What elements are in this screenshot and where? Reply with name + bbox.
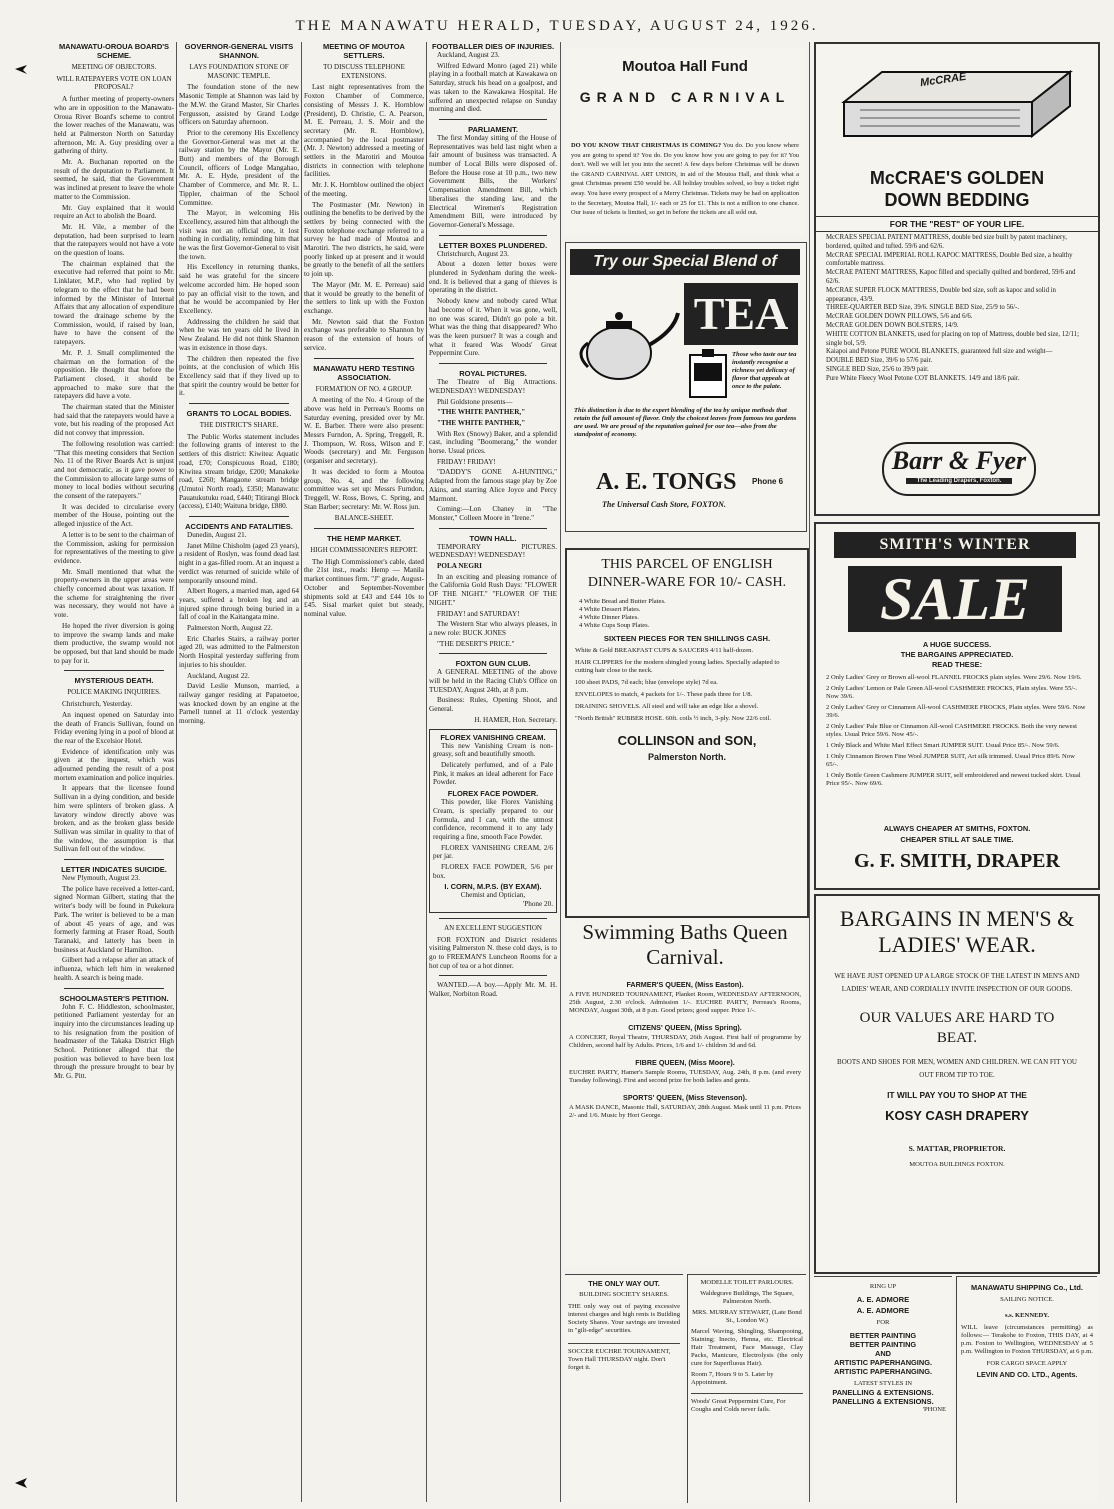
ad-agents: LEVIN AND CO. LTD., Agents. bbox=[976, 1370, 1078, 1379]
article-title: MANAWATU-OROUA BOARD'S SCHEME. bbox=[58, 42, 170, 60]
ad-mccrae-bedding bbox=[814, 42, 1100, 516]
article-paragraph: FLOREX FACE POWDER, 5/6 per box. bbox=[433, 863, 553, 880]
ad-proprietor: MRS. MURRAY STEWART, (Late Bond St., London W.) bbox=[692, 1309, 802, 1324]
article-paragraph: New Plymouth, August 23. bbox=[62, 874, 141, 883]
ad-body: THE only way out of paying excessive interest charges and high rents is Building Society Shares. Your savings are invested in "gilt-edge" securities. bbox=[568, 1303, 680, 1334]
ad-title: THE ONLY WAY OUT. bbox=[588, 1279, 660, 1288]
article-paragraph: Albert Rogers, a married man, aged 64 years, suffered a broken leg and an injured spine through being buried in a fall of coal in the Kaitangata mine. bbox=[179, 587, 299, 622]
chemist-name: I. CORN, M.P.S. (BY EXAM). bbox=[444, 882, 542, 892]
article-paragraph: Christchurch, August 23. bbox=[437, 249, 509, 258]
ad-item: "North British" RUBBER HOSE. 60ft. coils ½ inch, 3-ply. Now 22/6 coil. bbox=[575, 715, 771, 722]
column-1 bbox=[54, 42, 174, 1502]
product-line: McCRAE SPECIAL IMPERIAL ROLL KAPOC MATTRESS, Double Bed size, a healthy comfortable mattress. bbox=[826, 251, 1073, 268]
ad-phone: 'PHONE bbox=[922, 1406, 946, 1413]
article-paragraph: FLOREX VANISHING CREAM, 2/6 per jar. bbox=[433, 843, 553, 861]
column-2 bbox=[179, 42, 299, 1502]
article-paragraph: The police have received a letter-card, signed Norman Gilbert, stating that the writer's body will be found in Pukekura Park. The writer is believed to be a man of about 45 years of age, and was formerly farming at Fraser Road, South Taranaki, and latterly has been in business at Auckland or Hamilton. bbox=[54, 884, 174, 954]
ad-slogan: CHEAPER STILL AT SALE TIME. bbox=[900, 835, 1014, 844]
product-line: McCRAE PATENT MATTRESS, Kapoc filled and specially quilted and bordered, 59/6 and 62/6. bbox=[826, 269, 1076, 285]
article-subhead: MEETING OF OBJECTORS. bbox=[71, 63, 157, 71]
article-title: ACCIDENTS AND FATALITIES. bbox=[185, 522, 293, 532]
ad-building-society bbox=[565, 1274, 683, 1503]
teapot-icon bbox=[574, 283, 684, 393]
article-paragraph: The children then repeated the five points, at the conclusion of which His Excellency said that if they lived up to that spirit the country would be better for it. bbox=[179, 354, 299, 398]
ad-tagline: The Universal Cash Store, FOXTON. bbox=[602, 500, 726, 509]
ad-name: A. E. ADMORE bbox=[856, 1306, 910, 1315]
ad-title: SMITH'S WINTER bbox=[834, 532, 1076, 558]
ad-item: 100 sheet PADS, 7d each; blue (envelope style) 7d ea. bbox=[575, 679, 718, 686]
article-paragraph: FOR FOXTON and District residents visiting Palmerston N. these cold days, is to go to FREEMAN'S Luncheon Rooms for a hot cup of tea or a hot dinner. bbox=[429, 935, 557, 970]
page-header: THE MANAWATU HERALD, TUESDAY, AUGUST 24, 1926. bbox=[295, 18, 819, 34]
ad-soccer: SOCCER EUCHRE TOURNAMENT, Town Hall THURSDAY night. Don't forget it. bbox=[568, 1343, 680, 1372]
ad-woods: Woods' Great Peppermint Cure, For Coughs and Colds never fails. bbox=[691, 1393, 803, 1414]
article-paragraph: Mr. A. Buchanan reported on the result of the deputation to Parliament. It seemed, he said, that the Government was inclined at present to leave the whole matter to the Commission. bbox=[54, 158, 174, 201]
product-line: SINGLE BED Size, 25/6 to 39/9 pair. bbox=[826, 365, 929, 373]
article-title: TOWN HALL. bbox=[469, 533, 517, 543]
ad-store-name: KOSY CASH DRAPERY bbox=[885, 1108, 1029, 1123]
article-paragraph: The following resolution was carried: "That this meeting considers that Section No. 11 of the River Boards Act is unjust and not democratic, as it gave power to the Commission to allocate large sums of money to local bodies without securing the consent of the ratepayers." bbox=[54, 439, 174, 501]
article-subhead: WILL RATEPAYERS VOTE ON LOAN PROPOSAL? bbox=[56, 74, 172, 92]
ad-body: BOOTS AND SHOES FOR MEN, WOMEN AND CHILDREN. WE CAN FIT YOU OUT FROM TIP TO TOE. bbox=[837, 1058, 1077, 1079]
ad-subtitle: READ THESE: bbox=[931, 660, 983, 669]
sale-item: 1 Only Bottle Green Cashmere JUMPER SUIT, self embroidered and newest tucked skirt. Usual Price 95/-. Now 69/6. bbox=[826, 772, 1081, 787]
ad-title: MANAWATU SHIPPING Co., Ltd. bbox=[971, 1283, 1083, 1292]
queen-events: EUCHRE PARTY, Hamer's Sample Rooms, TUESDAY, Aug. 24th, 8 p.m. (and every Tuesday following). First and second prize for both ladies and gents. bbox=[569, 1069, 801, 1084]
ad-service: PANELLING & EXTENSIONS. bbox=[832, 1388, 934, 1397]
article-title: MANAWATU HERD TESTING ASSOCIATION. bbox=[313, 363, 415, 382]
article-paragraph: Auckland, August 22. bbox=[187, 671, 250, 680]
article-paragraph: "DADDY'S GONE A-HUNTING," Adapted from the famous stage play by Zoe Akins, and starring Alice Joyce and Percy Marmont. bbox=[429, 468, 557, 503]
queen-events: A CONCERT, Royal Theatre, THURSDAY, 26th August. First half of programme by Children, second half by Adults. Prices, 1/6 and 1/- children 3d and 6d. bbox=[569, 1034, 801, 1049]
article-paragraph: Mr. P. J. Small complimented the chairman on the formation of the opposition. He thought that before the Parliament closed, it should be approached to make sure that the ratepayers did have a vote. bbox=[54, 348, 174, 401]
article-paragraph: FRIDAY! FRIDAY! bbox=[437, 457, 496, 466]
article-paragraph: Evidence of identification only was given at the inquest, which was adjourned pending the result of a post mortem examination and police inquiries. bbox=[54, 747, 174, 782]
article-subhead: THE DISTRICT'S SHARE. bbox=[199, 421, 279, 430]
article-paragraph: The Mayor (Mr. M. E. Perreau) said that it would be greatly to the benefit of the settlers to link up with the Foxton exchange. bbox=[304, 280, 424, 315]
article-paragraph: About a dozen letter boxes were plundered in Sydenham during the week-end. It is believed that a gang of thieves is operating in the district. bbox=[429, 260, 557, 295]
article-title: GOVERNOR-GENERAL VISITS SHANNON. bbox=[184, 42, 294, 60]
ad-item: HAIR CLIPPERS for the modern shingled young ladies. Specially adapted to cutting hair close to the neck. bbox=[575, 659, 780, 674]
ad-kosy-drapery bbox=[814, 894, 1100, 1274]
article-title: FOOTBALLER DIES OF INJURIES. bbox=[431, 42, 555, 51]
article-paragraph: Mr. Newton said that the Foxton exchange was preferable to Shannon by reason of the extension of hours of service. bbox=[304, 317, 424, 352]
article-paragraph: In an exciting and pleasing romance of the California Gold Rush Days: "FLOWER OF THE NIGHT." "FLOWER OF THE NIGHT." bbox=[429, 572, 557, 607]
article-paragraph: Mr. H. Vile, a member of the deputation, had been surprised to learn that the ratepayers would not have a vote on the question of loans. bbox=[54, 222, 174, 258]
mattress-brand: McCRAE bbox=[919, 70, 968, 90]
ad-item: DRAINING SHOVELS. All steel and will take an edge like a shovel. bbox=[575, 703, 759, 710]
ad-title: DOWN BEDDING bbox=[884, 190, 1030, 210]
sale-item: 2 Only Ladies' Grey or Cinnamon All-wool CASHMERE FROCKS, Plain styles. Were 59/6. Now 39/6. bbox=[826, 704, 1086, 719]
article-paragraph: Business: Rules, Opening Shoot, and General. bbox=[429, 696, 557, 714]
ad-shipping bbox=[956, 1276, 1097, 1503]
brand-subtitle: The Leading Drapers, Foxton. bbox=[906, 478, 1012, 484]
article-paragraph: The chairman explained that the executive had referred that point to Mr. Linklater, M.P., who had replied by telegram to the effect that he had been informed by the Minister of Internal Affairs that any allocation of expenditure toward the drainage scheme by the Commission, would, if raised by loan, have to have the consent of the ratepayers. bbox=[54, 259, 174, 347]
ad-slogan: This distinction is due to the expert blending of the tea by unique methods that retain the full amount of flavor. Only the choicest leaves from famous tea gardens are used. We are proud of the reputation gained for our tea—also from the standpoint of economy. bbox=[574, 407, 797, 438]
ad-hours: Room 7, Hours 9 to 5. Later by Appointment. bbox=[691, 1371, 774, 1386]
ad-swimming-carnival bbox=[565, 918, 805, 1268]
product-line: McCRAE SUPER FLOCK MATTRESS, Double bed size, soft as kapoc and solid in appearance, 43/9. bbox=[826, 286, 1056, 303]
article-paragraph: The Public Works statement includes the following grants of interest to the settlers of this district: Kiwitea: Aquatic road, £70; Conspicuous Road, £180; Kiwitea stream bridge, £200; Manakeke road, £260; Mangaone stream bridge (Umutoi North road), £350; Manawatu: Pauatukutuku road, £440; Titirangi Block (access), £140; Waituna bridge, £880. bbox=[179, 432, 299, 511]
article-title: PARLIAMENT. bbox=[468, 124, 518, 134]
ad-service: AND bbox=[874, 1349, 891, 1358]
ad-phone: Phone 6 bbox=[752, 477, 784, 486]
article-title: FLOREX FACE POWDER. bbox=[447, 789, 539, 799]
ad-callout: IT WILL PAY YOU TO SHOP AT THE bbox=[887, 1090, 1027, 1100]
article-paragraph: Addressing the children he said that when he was ten years old he lived in New Zealand. He did not think Shannon was in existence in those days. bbox=[179, 317, 299, 352]
list-item: 4 White Bread and Butter Plates. bbox=[579, 598, 666, 605]
brand-name: Barr & Fyer bbox=[891, 446, 1027, 475]
article-subhead: LAYS FOUNDATION STONE OF MASONIC TEMPLE. bbox=[189, 63, 289, 80]
ad-tagline: FOR THE "REST" OF YOUR LIFE. bbox=[816, 216, 1098, 232]
product-line: McCRAE GOLDEN DOWN PILLOWS, 5/6 and 6/6. bbox=[826, 313, 973, 321]
ad-title: Moutoa Hall Fund bbox=[622, 58, 748, 75]
article-paragraph: TEMPORARY PICTURES. WEDNESDAY! WEDNESDAY! bbox=[429, 542, 557, 560]
article-paragraph: A further meeting of property-owners who are in opposition to the Manawatu-Oroua River Board's scheme to control the lower reaches of the Manawatu, was held at Palmerston North on Saturday afternoon, Mr. A. Guy presiding over a gathering of thirty. bbox=[54, 95, 174, 156]
article-paragraph: The Mayor, in welcoming His Excellency, assured him that although the visit was not an official one, it lost nothing in cordiality, reminding him that he was the first Governor-General to visit the town. bbox=[179, 209, 299, 261]
article-paragraph: With Rex (Snowy) Baker, and a splendid cast, including "Boomerang," the wonder horse. Usual prices. bbox=[429, 429, 557, 456]
chemist-title: Chemist and Optician, bbox=[460, 891, 526, 900]
article-title: LETTER INDICATES SUICIDE. bbox=[61, 865, 167, 875]
article-paragraph: Auckland, August 23. bbox=[437, 51, 500, 59]
ad-address: MOUTOA BUILDINGS FOXTON. bbox=[909, 1161, 1005, 1168]
queen-heading: FIBRE QUEEN, (Miss Moore). bbox=[635, 1058, 735, 1067]
article-paragraph: "THE DESERT'S PRICE." bbox=[437, 639, 515, 648]
ad-proprietor: S. MATTAR, PROPRIETOR. bbox=[908, 1144, 1006, 1153]
ad-slogan: Those who taste our tea instantly recognise a richness yet delicacy of flavor that appeals at once to the palate. bbox=[732, 351, 797, 390]
ad-subtitle: SAILING NOTICE. bbox=[1000, 1296, 1054, 1303]
article-paragraph: David Leslie Munson, married, a railway ganger residing at Papatoetoe, was knocked down by an engine at the Parnell tunnel at 11 o'clock yesterday morning. bbox=[179, 682, 299, 726]
article-paragraph: The Theatre of Big Attractions. WEDNESDAY! WEDNESDAY! bbox=[429, 378, 557, 395]
ad-subtitle: THE BARGAINS APPRECIATED. bbox=[900, 650, 1014, 659]
ad-body: WE HAVE JUST OPENED UP A LARGE STOCK OF THE LATEST IN MEN'S AND LADIES' WEAR, AND CORDIALLY INVITE INSPECTION OF OUR GOODS. bbox=[834, 972, 1080, 993]
newspaper-page bbox=[54, 42, 1104, 1502]
product-line: WHITE COTTON BLANKETS, used for placing on top of Mattress, double bed size, 12/11; single bol, 5/9. bbox=[826, 330, 1079, 347]
ad-text: FOR bbox=[876, 1319, 890, 1326]
ad-highlight: SIXTEEN PIECES FOR TEN SHILLINGS CASH. bbox=[603, 634, 771, 643]
ad-slogan: ALWAYS CHEAPER AT SMITHS, FOXTON. bbox=[883, 824, 1031, 833]
ad-service: BETTER PAINTING bbox=[849, 1331, 917, 1340]
article-paragraph: The first Monday sitting of the House of Representatives was held last night when a fair amount of business was transacted. A number of Local Bills were disposed of. Before the House rose at 10 p.m., two new Government Bills, the Workers' Compensation Amendment Bill, which liberalises the standing law, and the Electrical Wiremen's Registration Amendment Bill, were introduced by Governor-General's Message. bbox=[429, 133, 557, 229]
ad-title: Swimming Baths Queen Carnival. bbox=[582, 920, 788, 969]
article-paragraph: John F. C. Hiddleston, schoolmaster, petitioned Parliament yesterday for an inquiry into the circumstances leading up to his resignation from the position of headmaster of the Takaka District High School. Petitioner alleged that the position was believed to have been lost through the pressure brought to bear by Mr. G. Pitt. bbox=[54, 1002, 174, 1081]
registration-mark-icon bbox=[14, 62, 28, 76]
ad-firm-name: G. F. SMITH, DRAPER bbox=[854, 850, 1060, 872]
ad-tea-word: TEA bbox=[684, 283, 798, 345]
article-paragraph: "THE WHITE PANTHER," bbox=[437, 418, 526, 427]
article-paragraph: The High Commissioner's cable, dated the 21st inst., reads: Hemp — Manila market continues firm. "J" grade, August-October and September-November shipments sold at £43 and £44 10s to £45. Sisal market quiet but steady, nominal value. bbox=[304, 557, 424, 618]
queen-heading: SPORTS' QUEEN, (Miss Stevenson). bbox=[623, 1093, 747, 1102]
article-paragraph: This new Vanishing Cream is non-greasy, soft and beautifully smooth. bbox=[433, 741, 553, 759]
product-line: McCRAE GOLDEN DOWN BOLSTERS, 14/9. bbox=[826, 321, 959, 329]
ad-body: WILL leave (circumstances permitting) as follows:— Terakohe to Foxton, THIS DAY, at 4 p.m. Foxton to Wellington, WEDNESDAY at 5 p.m. Wellington to Foxton THURSDAY, at 6 p.m. bbox=[961, 1324, 1093, 1355]
ad-subtitle: GRAND CARNIVAL bbox=[579, 89, 791, 105]
ad-subtitle: BUILDING SOCIETY SHARES. bbox=[579, 1291, 669, 1298]
ad-text: FOR CARGO SPACE APPLY bbox=[986, 1360, 1068, 1367]
column-4 bbox=[429, 42, 557, 1502]
article-paragraph: Last night representatives from the Foxton Chamber of Commerce, consisting of Messrs J. K. Hornblow (President), D. Christie, C. A. Pearson, M. E. Perreau, J. S. Moir and the secretary (Mr. R. Hornblow), accompanied by the local postmaster (Mr. J. Newton) addressed a meeting of settlers in the Marotiri and Moutoa districts in connection with telephone facilities. bbox=[304, 83, 424, 179]
ad-moutoa-carnival bbox=[565, 48, 805, 236]
chemist-phone: 'Phone 20. bbox=[522, 900, 553, 909]
brand-badge bbox=[882, 442, 1036, 496]
article-title: MYSTERIOUS DEATH. bbox=[74, 676, 154, 686]
ad-service: BETTER PAINTING bbox=[849, 1340, 917, 1349]
article-paragraph: The foundation stone of the new Masonic Temple at Shannon was laid by the M.W. the Grand Master, Sir Charles Fergusson, assisted by Grand Lodge officers on Saturday afternoon. bbox=[179, 83, 299, 127]
article-title: LETTER BOXES PLUNDERED. bbox=[438, 240, 548, 250]
article-paragraph: Gilbert had a relapse after an attack of influenza, which left him in weakened health. A search is being made. bbox=[54, 956, 174, 982]
list-item: 4 White Cups Soup Plates. bbox=[579, 622, 650, 629]
ad-firm-name: COLLINSON and SON, bbox=[617, 733, 757, 748]
sale-item: 2 Only Ladies' Lemon or Pale Green All-wool CASHMERE FROCKS, Plain styles. Were 55/-. Now 39/6. bbox=[826, 685, 1078, 700]
article-paragraph: Phil Goldstone presents— bbox=[437, 397, 513, 406]
ad-item: ENVELOPES to match, 4 packets for 1/-. These pads three for 1/8. bbox=[575, 691, 753, 698]
article-paragraph: The Postmaster (Mr. Newton) in outlining the benefits to be derived by the settlers by being connected with the Foxton telephone exchange referred to a survey he had made of Moutoa and Marotiri. The two districts, he said, were poorly linked up at present and it would be greatly to the benefit of all the settlers to join up. bbox=[304, 200, 424, 279]
sale-banner: SALE bbox=[848, 566, 1062, 632]
product-line: Pure White Fleecy Wool Petone COT BLANKETS. 14/9 and 18/6 pair. bbox=[826, 374, 1020, 382]
article-title: AN EXCELLENT SUGGESTION bbox=[444, 923, 542, 932]
article-paragraph: Prior to the ceremony His Excellency the Governor-General was met at the railway station by the Mayor (Mr. E. Butt) and members of the Borough Council, officers of Lodge Mangahao, Mr. A. E. Hyde, president of the Chamber of Commerce, and Mr. R. L. Tippler, chairman of the School Committee. bbox=[179, 128, 299, 207]
ad-item: White & Gold BREAKFAST CUPS & SAUCERS 4/11 half-dozen. bbox=[575, 647, 754, 654]
article-paragraph: Mr. J. K. Hornblow outlined the object of the meeting. bbox=[304, 181, 424, 198]
article-paragraph: A letter is to be sent to the chairman of the Commission, asking for permission for representatives of the meeting to give evidence. bbox=[54, 530, 174, 565]
article-subhead: HIGH COMMISSIONER'S REPORT. bbox=[310, 546, 418, 555]
article-paragraph: A meeting of the No. 4 Group of the above was held in Perreau's Rooms on Saturday evening, presided over by Mr. W. E. Barber. There were also present: Messrs Furndon, A. Spring, Treggell, R. J. Thompson, W. Ross, Wilson and F. Woods (secretary) and Mr. Ferguson (organiser and secretary). bbox=[304, 396, 424, 466]
sale-item: 2 Only Ladies' Pale Blue or Cinnamon All-wool CASHMERE FROCKS. Both the very newest styles. Usual Price 59/6. Now 45/-. bbox=[826, 723, 1078, 738]
ad-smith-sale bbox=[814, 522, 1100, 890]
ad-modelle bbox=[687, 1274, 806, 1503]
article-subhead: FORMATION OF NO. 4 GROUP. bbox=[315, 384, 413, 393]
ad-service: ARTISTIC PAPERHANGING. bbox=[834, 1367, 932, 1376]
article-paragraph: Eric Charles Stairs, a railway porter aged 20, was admitted to the Palmerston North Hospital yesterday suffering from injuries to his shoulder. bbox=[179, 634, 299, 669]
article-subhead: BALANCE-SHEET. bbox=[334, 514, 394, 523]
column-3 bbox=[304, 42, 424, 1502]
ad-body: You do. Do you know where you are going to spend it? You do. Do you know how you are going to pay for it? You don't. Well we will let you into the secret! A few days before Christmas will be drawn the GRAND CARNIVAL ART UNION, in aid of the Moutoa Hall, and think what a great Christmas present £50 would be. All holiday troubles solved, so buy a ticket right away. You have every prospect of a Merry Christmas. Tickets may be had on application to the Secretary, Moutoa Hall, 1/- each or 25 for £1. This is not a million to one chance. Our issue of tickets is limited, so get in before the tickets are all sold out. bbox=[571, 142, 799, 217]
queen-heading: FARMER'S QUEEN, (Miss Easton). bbox=[626, 980, 744, 989]
article-paragraph: It was decided to form a Moutoa group, No. 4, and the following committee was set up: Messrs Furndon, Treggell, W. Ross, Bows, C. Spring, and Stan Barber; secretary: Mr. W. Ross jun. bbox=[304, 467, 424, 511]
article-paragraph: Wilfred Edward Monro (aged 21) while playing in a football match at Kawakawa on Saturday, struck his head on a goalpost, and was taken to the Kawakawa Hospital. He suffered an unexpected relapse on Sunday morning and died. bbox=[429, 61, 557, 114]
ad-service: PANELLING & EXTENSIONS. bbox=[832, 1397, 934, 1406]
article-paragraph: An inquest opened on Saturday into the death of Francis Sullivan, found on Friday evening lying in a pool of blood at the rear of the Excelsior Hotel. bbox=[54, 710, 174, 745]
article-title: SCHOOLMASTER'S PETITION. bbox=[59, 993, 169, 1003]
tea-packet-icon bbox=[688, 349, 728, 399]
product-line: Kaiapoi and Petone PURE WOOL BLANKETS, guaranteed full size and weight— bbox=[826, 348, 1053, 356]
article-title: ROYAL PICTURES. bbox=[459, 369, 527, 379]
classified-wanted: WANTED.—A boy.—Apply Mr. M. H. Walker, Norbiton Road. bbox=[429, 981, 557, 999]
ad-address: Waldegrave Buildings, The Square, Palmerston North. bbox=[700, 1290, 794, 1305]
ad-admore-painting bbox=[814, 1276, 952, 1503]
article-title: FOXTON GUN CLUB. bbox=[455, 659, 531, 669]
product-line: DOUBLE BED Size, 39/6 to 57/6 pair. bbox=[826, 357, 933, 365]
article-paragraph: Coming:—Lon Chaney in "The Monster," Colleen Moore in "Irene." bbox=[429, 505, 557, 522]
article-paragraph: Janet Milne Chisholm (aged 23 years), a resident of Roslyn, was found dead last night in a gas-filled room. At an inquest a verdict was returned of suicide while of temporarily unsound mind. bbox=[179, 541, 299, 585]
ad-subtitle: A HUGE SUCCESS. bbox=[922, 640, 992, 649]
sale-item: 2 Only Ladies' Grey or Brown all-wool FLANNEL FROCKS plain styles. Were 29/6. Now 19/6. bbox=[826, 674, 1082, 681]
ad-title: THIS PARCEL OF ENGLISH DINNER-WARE FOR 10/- CASH. bbox=[587, 557, 787, 590]
sale-item: 1 Only Black and White Marl Effect Smart JUMPER SUIT. Usual Price 85/-. Now 59/6. bbox=[826, 742, 1060, 749]
article-paragraph: Palmerston North, August 22. bbox=[187, 624, 273, 633]
article-paragraph: He hoped the river diversion is going to improve the swamp lands and make them productive, the swamp would not be opposed, but that land should be made to pay for it. bbox=[54, 621, 174, 665]
article-paragraph: Dunedin, August 21. bbox=[187, 531, 247, 540]
ad-body: Marcel Waving, Shingling, Shampooing, Staining; Inecto, Henna, etc. Electrical Hair Treatment, Face Massage, Clay Packs, Manicure, Electrolysis (the only cure for Superfluous Hair). bbox=[691, 1328, 803, 1367]
article-paragraph: "THE WHITE PANTHER," bbox=[437, 408, 526, 417]
queen-events: A FIVE HUNDRED TOURNAMENT, Planket Room, WEDNESDAY AFTERNOON, 25th August, 2.30 o'clock. Admission 1/-. EUCHRE PARTY, Perreau's Rooms, MONDAY, August 30th, at 8 p.m. Good prizes; good supper. Price 1/-. bbox=[569, 991, 801, 1014]
ad-name: A. E. ADMORE bbox=[856, 1295, 910, 1304]
article-paragraph: The chairman stated that the Minister had said that the ratepayers would have a vote, but his reading of the proposed Act did not convey that impression. bbox=[54, 403, 174, 438]
queen-heading: CITIZENS' QUEEN, (Miss Spring). bbox=[628, 1023, 742, 1032]
sale-item: 1 Only Cinnamon Brown Fine Wool JUMPER SUIT, Art silk trimmed. Usual Price 89/6. Now 65/-. bbox=[826, 753, 1075, 768]
ad-callout: RING UP bbox=[869, 1283, 897, 1290]
article-paragraph: FRIDAY! and SATURDAY! bbox=[437, 609, 520, 618]
ad-lead: DO YOU KNOW THAT CHRISTMAS IS COMING? bbox=[571, 142, 722, 149]
article-paragraph: His Excellency in returning thanks, said he was grateful for the sincere welcome accorded him. He hoped soon to pay an official visit to the town, and that he would be accompanied by Her Excellency. bbox=[179, 263, 299, 315]
ad-service: ARTISTIC PAPERHANGING. bbox=[834, 1358, 932, 1367]
ad-headline: OUR VALUES ARE HARD TO BEAT. bbox=[859, 1010, 1055, 1046]
registration-mark-icon bbox=[14, 1476, 28, 1490]
article-subhead: POLICE MAKING INQUIRIES. bbox=[67, 688, 161, 697]
article-title: GRANTS TO LOCAL BODIES. bbox=[186, 409, 292, 419]
ad-title: BARGAINS IN MEN'S & LADIES' WEAR. bbox=[839, 906, 1075, 957]
ad-banner: Try our Special Blend of bbox=[570, 249, 800, 275]
article-paragraph: POLA NEGRI bbox=[437, 562, 482, 571]
article-paragraph: The Western Star who always pleases, in a new role: BUCK JONES bbox=[429, 620, 557, 637]
queen-events: A MASK DANCE, Masonic Hall, SATURDAY, 28th August. Mask until 11 p.m. Prices 2/- and 1/6. Music by Hori George. bbox=[569, 1104, 801, 1119]
article-paragraph: A GENERAL MEETING of the above will be held in the Racing Club's Office on TUESDAY, August 24th, at 8 p.m. bbox=[429, 668, 557, 694]
article-title: FLOREX VANISHING CREAM. bbox=[440, 732, 546, 742]
ad-text: LATEST STYLES IN bbox=[853, 1380, 913, 1387]
list-item: 4 White Dessert Plates. bbox=[579, 606, 641, 613]
article-paragraph: This powder, like Florex Vanishing Cream, is specially prepared to our Formula, and I can, with the utmost confidence, recommend it to any lady requiring a fine, smooth Face Powder. bbox=[433, 798, 553, 841]
article-paragraph: Delicately perfumed, and of a Pale Pink, it makes an ideal adherent for Face Powder. bbox=[433, 761, 553, 787]
article-paragraph: It was decided to circularise every member of the House, pointing out the alleged injustice of the Act. bbox=[54, 502, 174, 529]
article-title: MEETING OF MOUTOA SETTLERS. bbox=[323, 42, 405, 60]
article-paragraph: Nobody knew and nobody cared What had become of it. When it was gone, well, no one was scared, Didn't go pole a bit. What was the thing that disappeared? Who was the keen pursuer? It was a cough and what it feared Was Woods' Great Peppermint Cure. bbox=[429, 297, 557, 358]
product-line: McCRAES SPECIAL PATENT MATTRESS, double bed size built by patent machinery, bordered, quilted and tufted. 59/6 and 62/6. bbox=[826, 234, 1067, 250]
ad-collinson bbox=[565, 548, 809, 918]
ad-title: MODELLE TOILET PARLOURS. bbox=[700, 1279, 794, 1286]
article-paragraph: Mr. Small mentioned that what the property-owners in the upper areas were chiefly concerned about was taxation. If the scheme for straightening the river was necessary, they would not have a vote. bbox=[54, 567, 174, 620]
ad-firm-town: Palmerston North. bbox=[647, 752, 726, 762]
ad-tongs-tea bbox=[565, 242, 807, 532]
article-paragraph: Christchurch, Yesterday. bbox=[62, 700, 133, 709]
list-item: 4 White Dinner Plates. bbox=[579, 614, 639, 621]
article-paragraph: Mr. Guy explained that it would require an Act to abolish the Board. bbox=[54, 203, 174, 221]
article-subhead: TO DISCUSS TELEPHONE EXTENSIONS. bbox=[323, 63, 405, 80]
ad-title: McCRAE'S GOLDEN bbox=[869, 168, 1045, 188]
article-paragraph: It appears that the licensee found Sullivan in a dying condition, and beside him were splinters of broken glass. A lavatory window directly above was broken, and as the broken glass beside Sullivan was similar in quality to that of the window, the assumption is that Sullivan fell out of the window. bbox=[54, 784, 174, 854]
article-title: THE HEMP MARKET. bbox=[326, 534, 402, 544]
article-paragraph: H. HAMER, Hon. Secretary. bbox=[474, 715, 557, 724]
ad-store-name: A. E. TONGS bbox=[596, 469, 737, 495]
ship-name: s.s. KENNEDY. bbox=[1004, 1312, 1050, 1319]
product-line: THREE-QUARTER BED Size, 39/6. SINGLE BED Size, 25/9 to 56/-. bbox=[826, 304, 1020, 312]
